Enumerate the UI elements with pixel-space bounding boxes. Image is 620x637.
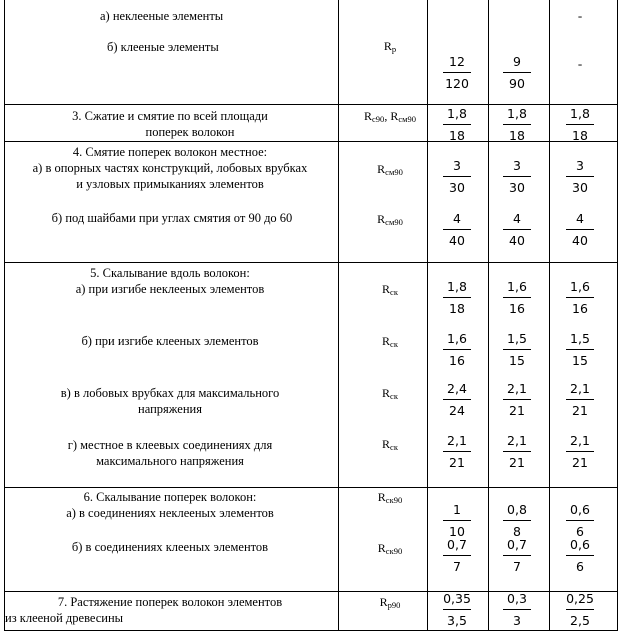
fraction-numerator: 2,4	[447, 381, 467, 396]
fraction-numerator: 3	[513, 158, 521, 173]
fraction-denominator: 18	[449, 128, 465, 143]
value-fraction	[497, 211, 537, 248]
value-fraction	[497, 502, 537, 539]
fraction-denominator: 15	[509, 353, 525, 368]
fraction-denominator: 3	[513, 613, 521, 628]
fraction-numerator: 0,3	[507, 591, 527, 606]
fraction-numerator: 1,6	[447, 331, 467, 346]
column-divider	[4, 0, 5, 631]
fraction-numerator: 9	[513, 54, 521, 69]
column-divider	[427, 0, 428, 631]
fraction-bar	[503, 176, 531, 177]
value-fraction	[497, 331, 537, 368]
value-fraction	[560, 158, 600, 195]
fraction-bar	[503, 297, 531, 298]
fraction-denominator: 21	[449, 455, 465, 470]
fraction-bar	[566, 229, 594, 230]
value-fraction	[560, 591, 600, 628]
value-fraction	[560, 211, 600, 248]
fraction-bar	[443, 555, 471, 556]
row-divider	[4, 630, 618, 631]
fraction-numerator: 4	[513, 211, 521, 226]
fraction-denominator: 21	[509, 403, 525, 418]
fraction-numerator: 0,35	[443, 591, 471, 606]
value-fraction	[437, 54, 477, 91]
row-divider	[4, 104, 618, 105]
fraction-denominator: 30	[449, 180, 465, 195]
fraction-bar	[566, 555, 594, 556]
fraction-bar	[443, 72, 471, 73]
resistance-symbol: $R_{ск}$	[382, 282, 398, 297]
value-fraction	[560, 331, 600, 368]
fraction-bar	[443, 297, 471, 298]
fraction-numerator: 0,7	[447, 537, 467, 552]
value-fraction	[437, 106, 477, 143]
row-divider	[4, 262, 618, 263]
fraction-denominator: 40	[572, 233, 588, 248]
value-fraction	[560, 537, 600, 574]
fraction-denominator: 18	[449, 301, 465, 316]
value-fraction	[497, 158, 537, 195]
resistance-symbol: $R_{см90}$	[377, 162, 403, 177]
fraction-numerator: 1,8	[447, 106, 467, 121]
row-label-line: 5. Скалывание вдоль волокон:	[90, 266, 250, 280]
fraction-bar	[566, 176, 594, 177]
value-fraction	[437, 502, 477, 539]
fraction-numerator: 1,8	[570, 106, 590, 121]
row-label-line: из клееной древесины	[5, 611, 124, 625]
resistance-symbol: $R_{р90}$	[379, 595, 401, 610]
fraction-numerator: 1,5	[570, 331, 590, 346]
fraction-numerator: 2,1	[507, 433, 527, 448]
resistance-symbol: $R_{ск90}$	[377, 541, 403, 556]
fraction-denominator: 10	[449, 524, 465, 539]
empty-value-dash: -	[577, 56, 583, 71]
fraction-bar	[503, 229, 531, 230]
fraction-numerator: 1,6	[570, 279, 590, 294]
fraction-numerator: 3	[576, 158, 584, 173]
resistance-symbol: $R_{с90}$, $R_{см90}$	[364, 109, 416, 124]
value-fraction	[560, 381, 600, 418]
row-label-line: а) неклееные элементы	[100, 9, 224, 23]
resistance-symbol: $R_р$	[383, 39, 397, 54]
value-fraction	[497, 279, 537, 316]
fraction-bar	[443, 399, 471, 400]
resistance-symbol: $R_{ск}$	[382, 334, 398, 349]
fraction-bar	[566, 124, 594, 125]
resistance-symbol: $R_{ск}$	[382, 437, 398, 452]
fraction-numerator: 4	[453, 211, 461, 226]
column-divider	[488, 0, 489, 631]
row-label-line: напряжения	[138, 402, 202, 416]
value-fraction	[497, 106, 537, 143]
fraction-bar	[566, 349, 594, 350]
value-fraction	[560, 433, 600, 470]
row-label-line: а) при изгибе неклееных элементов	[75, 282, 265, 296]
column-divider	[549, 0, 550, 631]
fraction-numerator: 2,1	[507, 381, 527, 396]
fraction-bar	[443, 520, 471, 521]
fraction-denominator: 24	[449, 403, 465, 418]
fraction-denominator: 3,5	[447, 613, 467, 628]
row-label-line: а) в опорных частях конструкций, лобовых врубках	[32, 161, 308, 175]
row-label-line: 4. Смятие поперек волокон местное:	[72, 145, 268, 159]
fraction-denominator: 21	[509, 455, 525, 470]
fraction-numerator: 1,8	[447, 279, 467, 294]
value-fraction	[560, 106, 600, 143]
fraction-bar	[503, 520, 531, 521]
row-divider	[4, 487, 618, 488]
fraction-denominator: 120	[445, 76, 469, 91]
fraction-bar	[503, 555, 531, 556]
value-fraction	[560, 502, 600, 539]
fraction-denominator: 30	[509, 180, 525, 195]
fraction-numerator: 1	[453, 502, 461, 517]
fraction-bar	[503, 72, 531, 73]
value-fraction	[497, 591, 537, 628]
fraction-bar	[443, 176, 471, 177]
value-fraction	[437, 537, 477, 574]
value-fraction	[560, 279, 600, 316]
fraction-numerator: 2,1	[570, 381, 590, 396]
fraction-denominator: 40	[509, 233, 525, 248]
row-label-line: б) при изгибе клееных элементов	[81, 334, 259, 348]
row-label-line: б) в соединениях клееных элементов	[71, 540, 269, 554]
row-label-line: 6. Скалывание поперек волокон:	[83, 490, 257, 504]
fraction-denominator: 40	[449, 233, 465, 248]
fraction-bar	[503, 124, 531, 125]
fraction-bar	[566, 297, 594, 298]
value-fraction	[437, 211, 477, 248]
fraction-numerator: 0,25	[566, 591, 594, 606]
fraction-numerator: 4	[576, 211, 584, 226]
value-fraction	[497, 537, 537, 574]
value-fraction	[437, 158, 477, 195]
fraction-numerator: 3	[453, 158, 461, 173]
fraction-numerator: 12	[449, 54, 465, 69]
fraction-denominator: 16	[449, 353, 465, 368]
row-label-line: поперек волокон	[145, 125, 235, 139]
column-divider	[338, 0, 339, 631]
fraction-bar	[503, 609, 531, 610]
fraction-bar	[443, 229, 471, 230]
fraction-denominator: 2,5	[570, 613, 590, 628]
fraction-bar	[443, 609, 471, 610]
value-fraction	[437, 433, 477, 470]
resistance-symbol: $R_{см90}$	[377, 212, 403, 227]
fraction-numerator: 1,6	[507, 279, 527, 294]
value-fraction	[437, 279, 477, 316]
fraction-bar	[503, 399, 531, 400]
value-fraction	[497, 54, 537, 91]
resistance-symbol: $R_{ск}$	[382, 386, 398, 401]
fraction-denominator: 18	[509, 128, 525, 143]
row-label-line: г) местное в клеевых соединениях для	[67, 438, 273, 452]
fraction-bar	[566, 520, 594, 521]
row-label-line: и узловых примыканиях элементов	[76, 177, 264, 191]
fraction-denominator: 18	[572, 128, 588, 143]
empty-value-dash: -	[577, 8, 583, 23]
fraction-bar	[566, 451, 594, 452]
fraction-bar	[566, 399, 594, 400]
value-fraction	[437, 331, 477, 368]
fraction-bar	[566, 609, 594, 610]
fraction-bar	[503, 451, 531, 452]
fraction-numerator: 0,6	[570, 537, 590, 552]
row-label-line: а) в соединениях неклееных элементов	[66, 506, 274, 520]
fraction-denominator: 16	[572, 301, 588, 316]
fraction-denominator: 21	[572, 403, 588, 418]
fraction-bar	[443, 124, 471, 125]
fraction-denominator: 8	[513, 524, 521, 539]
fraction-denominator: 7	[513, 559, 521, 574]
value-fraction	[497, 381, 537, 418]
fraction-denominator: 7	[453, 559, 461, 574]
fraction-denominator: 6	[576, 559, 584, 574]
resistance-symbol: $R_{ск90}$	[377, 490, 403, 505]
fraction-numerator: 1,5	[507, 331, 527, 346]
row-label-line: в) в лобовых врубках для максимального	[60, 386, 280, 400]
fraction-denominator: 90	[509, 76, 525, 91]
row-label-line: 3. Сжатие и смятие по всей площади	[72, 109, 268, 123]
fraction-bar	[443, 451, 471, 452]
fraction-denominator: 15	[572, 353, 588, 368]
fraction-numerator: 0,8	[507, 502, 527, 517]
row-label-line: б) под шайбами при углах смятия от 90 до 60	[51, 211, 293, 225]
fraction-numerator: 0,6	[570, 502, 590, 517]
fraction-bar	[443, 349, 471, 350]
row-label-line: максимального напряжения	[96, 454, 244, 468]
fraction-denominator: 30	[572, 180, 588, 195]
fraction-denominator: 6	[576, 524, 584, 539]
fraction-denominator: 21	[572, 455, 588, 470]
row-label-line: б) клееные элементы	[107, 40, 219, 54]
value-fraction	[437, 591, 477, 628]
fraction-denominator: 16	[509, 301, 525, 316]
fraction-numerator: 1,8	[507, 106, 527, 121]
fraction-numerator: 2,1	[570, 433, 590, 448]
value-fraction	[437, 381, 477, 418]
fraction-bar	[503, 349, 531, 350]
fraction-numerator: 2,1	[447, 433, 467, 448]
row-label-line: 7. Растяжение поперек волокон элементов	[57, 595, 283, 609]
column-divider	[617, 0, 618, 631]
value-fraction	[497, 433, 537, 470]
fraction-numerator: 0,7	[507, 537, 527, 552]
